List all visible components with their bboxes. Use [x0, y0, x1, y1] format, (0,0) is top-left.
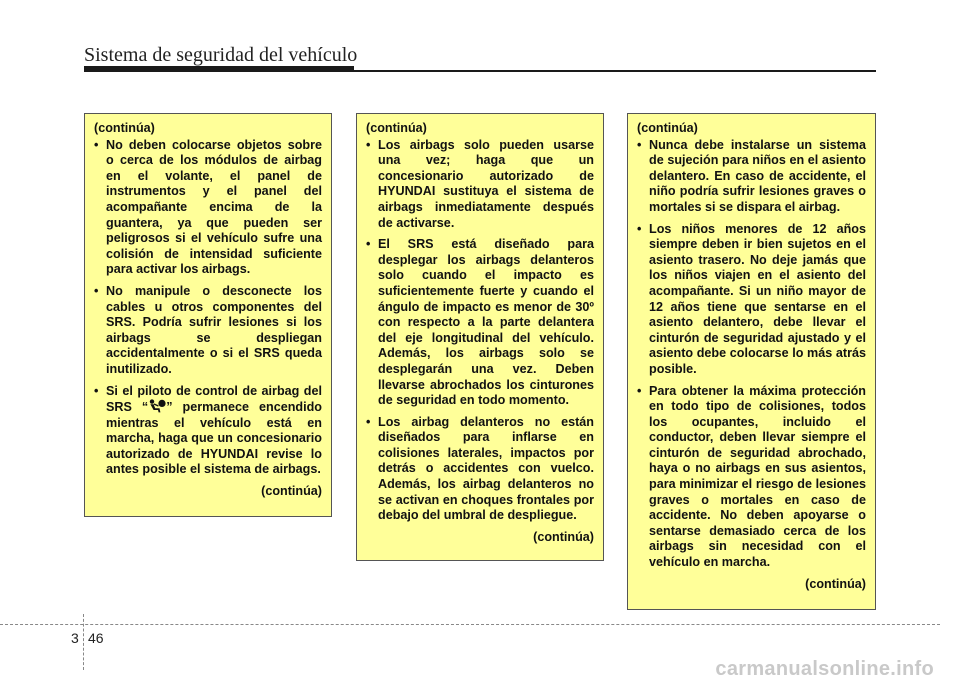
continued-label-top: (continúa)	[94, 121, 155, 135]
page-number: 46	[88, 630, 104, 646]
footer-rule	[0, 624, 940, 625]
continued-label-bottom: (continúa)	[805, 576, 866, 591]
warning-list	[94, 138, 322, 478]
warning-list	[366, 138, 594, 524]
warning-box-2	[356, 113, 604, 561]
warning-box-3	[627, 113, 876, 610]
continued-label-top: (continúa)	[637, 121, 698, 135]
page-section-number: 3	[71, 630, 79, 646]
watermark-text: carmanualsonline.info	[715, 658, 934, 680]
list-item: • Los niños menores de 12 años siempre deben ir bien sujetos en el asiento trasero. No deje jamás que los niños viajen en el asiento del acompañante. Si un niño mayor de 12 años tiene que sentarse en el asiento delantero, debe llevar el cinturón de seguridad ajustado y el asiento debe colocarse lo más atrás posible.	[637, 222, 866, 378]
airbag-warning-icon	[148, 399, 166, 413]
list-item-text: Si el piloto de control de airbag del SRS “	[106, 383, 322, 415]
list-item: • No deben colocarse objetos sobre o cerca de los módulos de airbag en el volante, el panel de instrumentos y el panel del acompañante encima de la guantera, ya que pueden ser peligrosos si el vehículo sufre una colisión de intensidad suficiente para activar los airbags.	[94, 138, 322, 278]
section-title: Sistema de seguridad del vehículo	[84, 44, 358, 66]
list-item: • Para obtener la máxima protección en todo tipo de colisiones, todos los ocupantes, incluido el conductor, deben llevar siempre el cinturón de seguridad abrochado, haya o no airbags en sus asientos, para minimizar el riesgo de lesiones graves o mortales en caso de accidente. No deben apoyarse o sentarse demasiado cerca de los airbags sin necesidad con el vehículo en marcha.	[637, 384, 866, 571]
list-item: • Nunca debe instalarse un sistema de sujeción para niños en el asiento delantero. En caso de accidente, el niño podría sufrir lesiones graves o mortales si se dispara el airbag.	[637, 138, 866, 216]
header-rule	[84, 70, 876, 72]
list-item: • El SRS está diseñado para desplegar los airbags delanteros solo cuando el impacto es suficientemente fuerte y cuando el ángulo de impacto es menor de 30º con respecto a la parte delantera del eje longitudinal del vehículo. Además, los airbags solo se desplegarán una vez. Deben llevarse abrochados los cinturones de seguridad en todo momento.	[366, 237, 594, 409]
warning-box-1	[84, 113, 332, 517]
list-item	[94, 384, 322, 479]
list-item: • No manipule o desconecte los cables u otros componentes del SRS. Podría sufrir lesiones si los airbags se despliegan accidentalmente o si el SRS queda inutilizado.	[94, 284, 322, 378]
list-item: • Los airbag delanteros no están diseñados para inflarse en colisiones laterales, impactos por detrás o accidentes con vuelco. Además, los airbag delanteros no se activan en choques frontales por debajo del umbral de despliegue.	[366, 415, 594, 524]
continued-label-bottom: (continúa)	[261, 484, 322, 499]
continued-label-bottom: (continúa)	[533, 529, 594, 544]
footer-divider	[83, 614, 84, 670]
list-item: • Los airbags solo pueden usarse una vez; haga que un concesionario autorizado de HYUNDAI sustituya el sistema de airbags inmediatamente después de activarse.	[366, 138, 594, 232]
warning-list	[637, 138, 866, 571]
continued-label-top: (continúa)	[366, 121, 427, 135]
list-item-text: ” permanece encendido mientras el vehículo está en marcha, haga que un concesionario autorizado de HYUNDAI revise lo antes posible el sistema de airbags.	[106, 400, 322, 477]
